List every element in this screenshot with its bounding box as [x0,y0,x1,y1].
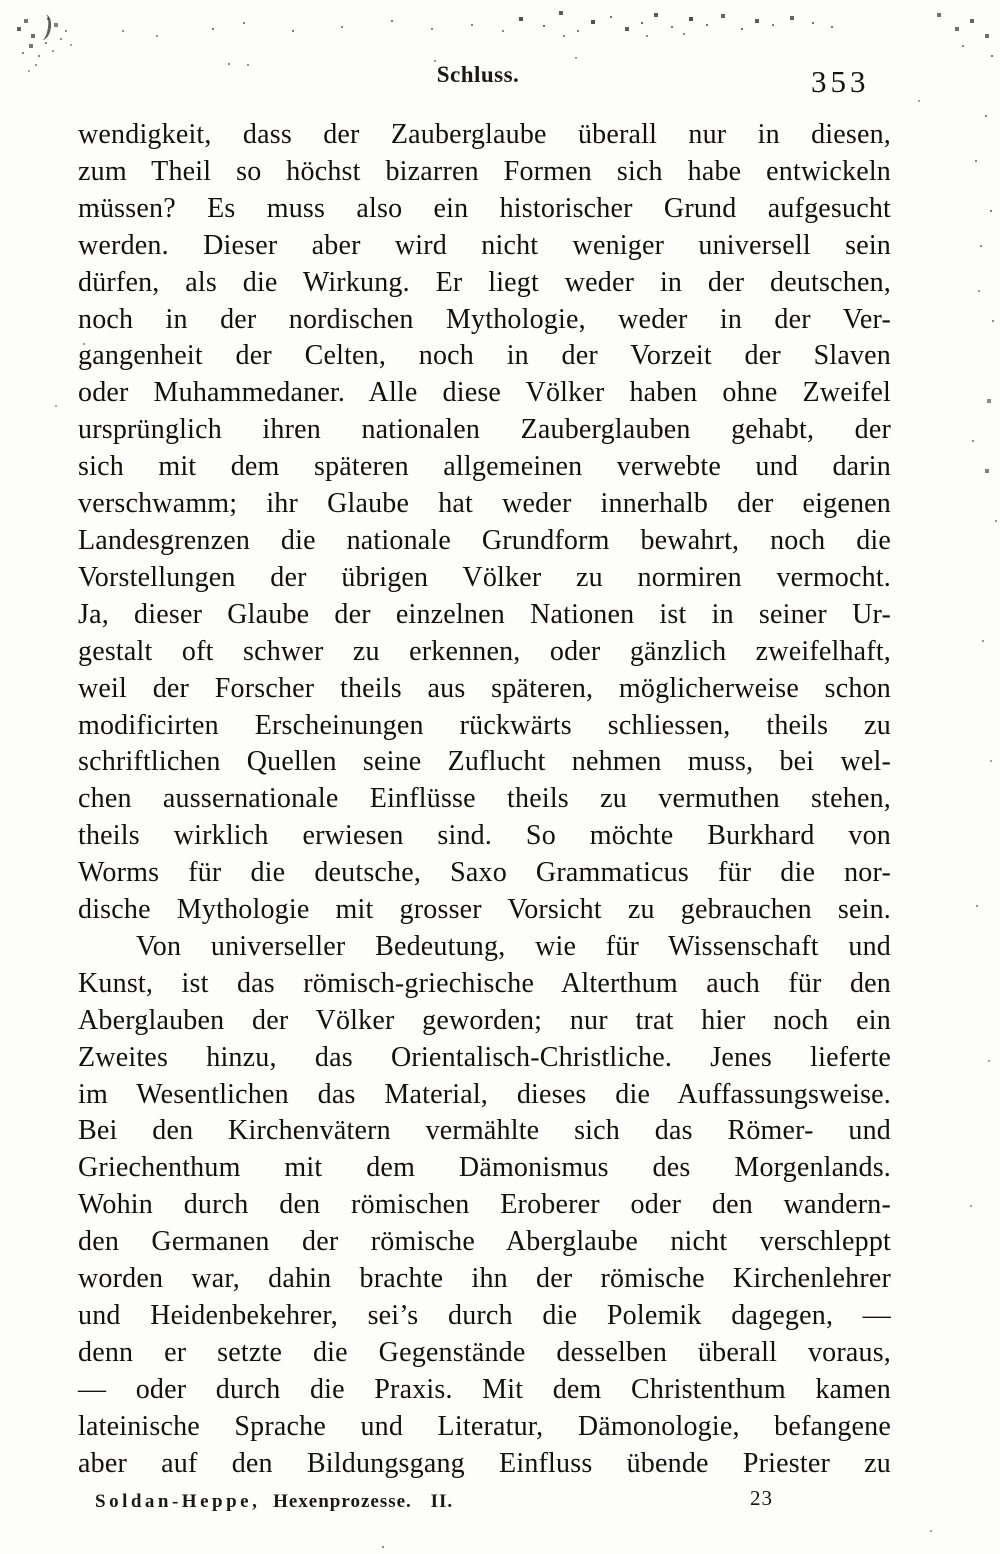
text-line: weil der Forscher theils aus späteren, möglicherweise schon [78,672,891,704]
text-line: Von universeller Bedeutung, wie für Wissenschaft und [136,930,891,962]
text-line: zum Theil so höchst bizarren Formen sich habe entwickeln [78,155,891,187]
footer-citation [95,1491,453,1513]
text-line: ursprünglich ihren nationalen Zauberglauben gehabt, der [78,414,891,446]
paragraph-continuation [78,117,891,929]
text-line: verschwamm; ihr Glaube hat weder innerhalb der eigenen [78,488,891,520]
text-line: dische Mythologie mit grosser Vorsicht zu gebrauchen sein. [78,894,891,926]
text-line: Griechenthum mit dem Dämonismus des Morgenlands. [78,1152,891,1184]
text-line: wendigkeit, dass der Zauberglaube überall nur in diesen, [78,119,891,150]
text-line: Aberglauben der Völker geworden; nur trat hier noch ein [78,1004,891,1036]
footer-signature-number: 23 [750,1486,773,1510]
text-line: oder Muhammedaner. Alle diese Völker haben ohne Zweifel [78,377,891,409]
text-line: sich mit dem späteren allgemeinen verwebte und darin [78,451,891,483]
text-line: lateinische Sprache und Literatur, Dämonologie, befangene [78,1410,891,1442]
running-header-title: Schluss. [436,62,520,87]
text-line: chen aussernationale Einflüsse theils zu vermuthen stehen, [78,783,891,815]
footer-series-author: Soldan-Heppe, [95,1491,261,1512]
text-line: Worms für die deutsche, Saxo Grammaticus für die nor- [78,857,891,889]
text-line: müssen? Es muss also ein historischer Grund aufgesucht [78,192,891,224]
footer-series-title: Hexenprozesse. [273,1491,412,1512]
text-line: aber auf den Bildungsgang Einfluss übende Priester zu [78,1447,891,1479]
text-line: Ja, dieser Glaube der einzelnen Nationen ist in seiner Ur- [78,598,891,630]
text-line: schriftlichen Quellen seine Zuflucht nehmen muss, bei wel- [78,746,891,778]
text-line: — oder durch die Praxis. Mit dem Christenthum kamen [78,1373,891,1405]
text-line: modificirten Erscheinungen rückwärts schliessen, theils zu [78,709,891,741]
text-line: im Wesentlichen das Material, dieses die Auffassungsweise. [78,1078,891,1110]
text-line: werden. Dieser aber wird nicht weniger universell sein [78,229,891,261]
text-line: Landesgrenzen die nationale Grundform bewahrt, noch die [78,524,891,556]
text-line: noch in der nordischen Mythologie, weder in der Ver- [78,303,891,335]
text-line: Bei den Kirchenvätern vermählte sich das Römer- und [78,1115,891,1147]
page-body [78,117,891,1483]
text-line: Wohin durch den römischen Eroberer oder den wandern- [78,1189,891,1221]
scan-noise-right-edge [0,0,2,2]
text-line: und Heidenbekehrer, sei’s durch die Polemik dagegen, — [78,1300,891,1331]
scan-smudge-arc [34,13,52,41]
text-line: worden war, dahin brachte ihn der römische Kirchenlehrer [78,1263,891,1295]
text-line: Zweites hinzu, das Orientalisch-Christliche. Jenes lieferte [78,1041,891,1073]
paragraph-new [78,929,891,1483]
text-line: Vorstellungen der übrigen Völker zu normiren vermocht. [78,561,891,593]
page-number: 353 [811,64,870,99]
text-line: denn er setzte die Gegenstände desselben überall voraus, [78,1336,891,1368]
footer-volume: II. [430,1491,454,1512]
text-line: Kunst, ist das römisch-griechische Alterthum auch für den [78,967,891,999]
text-line: gestalt oft schwer zu erkennen, oder gänzlich zweifelhaft, [78,635,891,667]
text-line: dürfen, als die Wirkung. Er liegt weder in der deutschen, [78,266,891,298]
text-line: theils wirklich erwiesen sind. So möchte Burkhard von [78,820,891,852]
text-line: gangenheit der Celten, noch in der Vorzeit der Slaven [78,340,891,372]
text-line: den Germanen der römische Aberglaube nicht verschleppt [78,1226,891,1258]
